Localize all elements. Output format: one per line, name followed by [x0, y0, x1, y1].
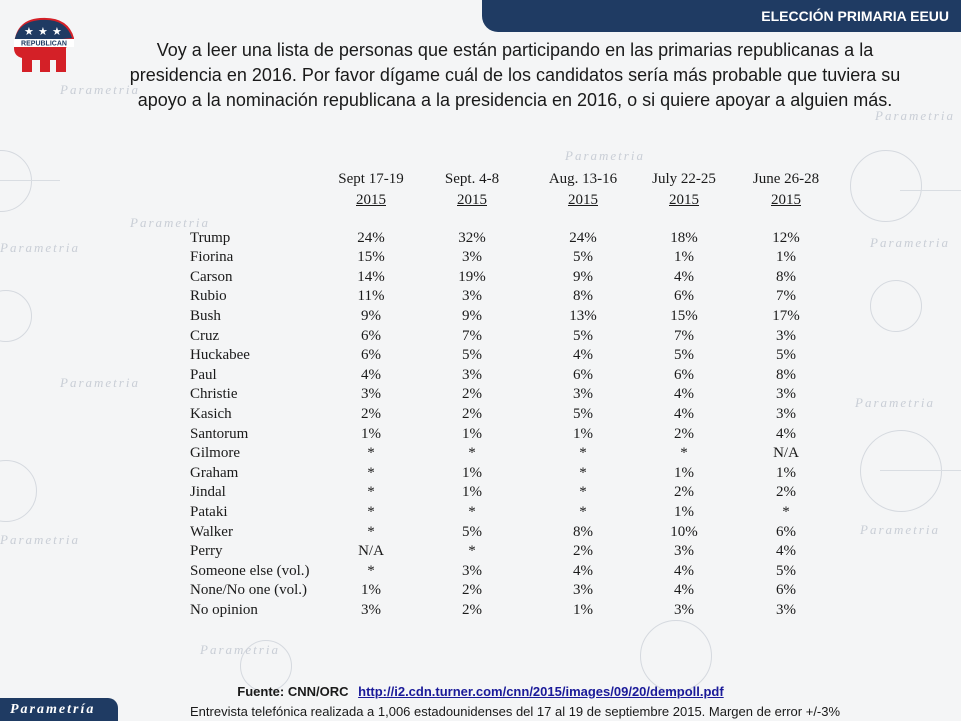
poll-value-cell: 10% [670, 523, 698, 540]
poll-value-cell: * [680, 445, 688, 462]
poll-value-cell: 7% [776, 288, 796, 305]
poll-value-cell: 1% [462, 484, 482, 501]
methodology-note: Entrevista telefónica realizada a 1,006 estadounidenses del 17 al 19 de septiembre 2015. Margen de error +/-3% [190, 704, 841, 719]
poll-value-cell: 1% [462, 464, 482, 481]
table-row [190, 346, 830, 366]
header-title: ELECCIÓN PRIMARIA EEUU [761, 8, 949, 24]
poll-value-cell: 1% [776, 464, 796, 481]
poll-value-cell: 3% [776, 327, 796, 344]
watermark-text: Parametria [875, 108, 955, 123]
poll-value-cell: 6% [573, 366, 593, 383]
candidate-name: None/No one (vol.) [190, 582, 308, 599]
poll-value-cell: 3% [674, 601, 694, 618]
watermark-text: Parametria [0, 240, 80, 255]
logo-text: REPUBLICAN [21, 40, 67, 48]
poll-value-cell: 4% [674, 268, 694, 285]
watermark-text: Parametria [130, 215, 210, 230]
poll-value-cell: 7% [462, 327, 482, 344]
table-row [190, 327, 830, 347]
poll-value-cell: 2% [462, 601, 482, 618]
poll-value-cell: 6% [674, 288, 694, 305]
poll-value-cell: * [468, 503, 476, 520]
column-header: Aug. 13-16 2015 [548, 171, 618, 208]
poll-table [190, 170, 830, 620]
candidate-name: Someone else (vol.) [190, 562, 310, 579]
table-row [190, 464, 830, 484]
column-header: June 26-28 2015 [752, 171, 820, 208]
poll-value-cell: * [367, 562, 375, 579]
table-row [190, 385, 830, 405]
table-row [190, 268, 830, 288]
poll-value-cell: 13% [569, 307, 597, 324]
poll-value-cell: 5% [776, 347, 796, 364]
poll-value-cell: 15% [357, 249, 385, 266]
poll-value-cell: 4% [776, 425, 796, 442]
table-row [190, 542, 830, 562]
poll-value-cell: * [367, 445, 375, 462]
poll-value-cell: 3% [462, 562, 482, 579]
poll-value-cell: 19% [458, 268, 486, 285]
poll-value-cell: N/A [358, 543, 384, 560]
poll-value-cell: 1% [674, 503, 694, 520]
watermark-text: Parametria [860, 522, 940, 537]
watermark-text: Parametria [855, 395, 935, 410]
poll-value-cell: 1% [674, 464, 694, 481]
poll-value-cell: N/A [773, 445, 799, 462]
header-bar [482, 0, 961, 32]
watermark-text: Parametria [60, 82, 140, 97]
table-row [190, 307, 830, 327]
poll-value-cell: 32% [458, 229, 486, 246]
poll-value-cell: 6% [776, 523, 796, 540]
poll-value-cell: 11% [357, 288, 385, 305]
candidate-name: Gilmore [190, 445, 240, 462]
poll-value-cell: 1% [573, 425, 593, 442]
table-row [190, 562, 830, 582]
poll-value-cell: 2% [776, 484, 796, 501]
poll-value-cell: * [579, 445, 587, 462]
candidate-name: Graham [190, 464, 239, 481]
poll-value-cell: 8% [776, 268, 796, 285]
poll-value-cell: 3% [776, 601, 796, 618]
candidate-name: No opinion [190, 601, 258, 618]
poll-value-cell: 6% [361, 347, 381, 364]
candidate-name: Carson [190, 268, 233, 285]
poll-value-cell: * [579, 464, 587, 481]
poll-value-cell: 2% [674, 484, 694, 501]
poll-value-cell: 3% [573, 386, 593, 403]
poll-value-cell: 17% [772, 307, 800, 324]
svg-text:★: ★ [38, 25, 48, 38]
poll-value-cell: 4% [573, 562, 593, 579]
poll-value-cell: * [579, 503, 587, 520]
poll-value-cell: 5% [462, 523, 482, 540]
poll-value-cell: 2% [674, 425, 694, 442]
poll-value-cell: 4% [361, 366, 381, 383]
watermark-text: Parametria [200, 642, 280, 657]
candidate-name: Jindal [190, 484, 226, 501]
candidate-name: Pataki [190, 503, 228, 520]
poll-value-cell: 2% [462, 386, 482, 403]
poll-value-cell: 3% [462, 288, 482, 305]
column-header: July 22-25 2015 [652, 171, 716, 208]
poll-value-cell: 5% [674, 347, 694, 364]
poll-value-cell: 3% [462, 249, 482, 266]
poll-value-cell: * [468, 445, 476, 462]
table-row [190, 248, 830, 268]
source-label: Fuente: CNN/ORC [237, 684, 349, 699]
poll-value-cell: 24% [569, 229, 597, 246]
source-link[interactable]: http://i2.cdn.turner.com/cnn/2015/images/09/20/dempoll.pdf [358, 684, 724, 699]
poll-value-cell: 1% [674, 249, 694, 266]
table-row [190, 483, 830, 503]
question-text: Voy a leer una lista de personas que están participando en las primarias republicanas a la presidencia en 2016. Por favor dígame cuál de los candidatos sería más probable que tuviera su apoyo a la nominación republicana a la presidencia en 2016, o si quiere apoyar a alguien más. [129, 40, 901, 110]
poll-value-cell: 4% [674, 405, 694, 422]
poll-value-cell: * [367, 503, 375, 520]
table-row [190, 581, 830, 601]
poll-value-cell: * [367, 464, 375, 481]
republican-elephant-logo [10, 14, 78, 76]
table-row [190, 405, 830, 425]
column-header: Sept. 4-8 2015 [444, 171, 500, 208]
poll-value-cell: 3% [674, 543, 694, 560]
watermark-text: Parametria [60, 375, 140, 390]
poll-value-cell: 1% [361, 582, 381, 599]
table-row [190, 229, 830, 249]
poll-value-cell: 4% [776, 543, 796, 560]
poll-value-cell: 6% [674, 366, 694, 383]
candidate-name: Perry [190, 543, 223, 560]
poll-value-cell: 4% [674, 582, 694, 599]
table-row [190, 601, 830, 621]
candidate-name: Fiorina [190, 249, 234, 266]
candidate-name: Walker [190, 523, 233, 540]
poll-value-cell: 8% [573, 288, 593, 305]
poll-value-cell: 5% [573, 405, 593, 422]
watermark-text: Parametria [565, 148, 645, 163]
poll-value-cell: 5% [573, 249, 593, 266]
poll-value-cell: 18% [670, 229, 698, 246]
candidate-name: Trump [190, 229, 231, 246]
poll-value-cell: 1% [462, 425, 482, 442]
poll-value-cell: 3% [361, 601, 381, 618]
poll-value-cell: 4% [674, 562, 694, 579]
poll-value-cell: 5% [573, 327, 593, 344]
poll-value-cell: 6% [776, 582, 796, 599]
candidate-name: Bush [190, 307, 221, 324]
table-row [190, 444, 830, 464]
parametria-footer-logo [0, 698, 118, 721]
poll-value-cell: 5% [776, 562, 796, 579]
poll-value-cell: 1% [361, 425, 381, 442]
table-row [190, 366, 830, 386]
poll-value-cell: * [782, 503, 790, 520]
poll-value-cell: * [367, 484, 375, 501]
candidate-name: Paul [190, 366, 217, 383]
table-header-row [190, 170, 830, 209]
candidate-column-header [190, 170, 338, 209]
poll-value-cell: 5% [462, 347, 482, 364]
poll-value-cell: * [579, 484, 587, 501]
poll-table-body [190, 229, 830, 621]
svg-text:★: ★ [24, 25, 34, 38]
poll-value-cell: 4% [674, 386, 694, 403]
poll-value-cell: 9% [573, 268, 593, 285]
poll-value-cell: 9% [462, 307, 482, 324]
candidate-name: Rubio [190, 288, 227, 305]
candidate-name: Kasich [190, 405, 232, 422]
footer-brand: Parametría [10, 701, 96, 717]
poll-value-cell: 1% [573, 601, 593, 618]
poll-value-cell: 14% [357, 268, 385, 285]
watermark-text: Parametria [870, 235, 950, 250]
svg-text:★: ★ [52, 25, 62, 38]
table-row [190, 523, 830, 543]
column-header: Sept 17-19 2015 [338, 171, 404, 208]
poll-value-cell: 3% [462, 366, 482, 383]
table-row [190, 503, 830, 523]
table-row [190, 425, 830, 445]
watermark-text: Parametria [0, 532, 80, 547]
source-line [0, 684, 961, 699]
poll-value-cell: * [367, 523, 375, 540]
poll-value-cell: 2% [462, 582, 482, 599]
candidate-name: Christie [190, 386, 238, 403]
candidate-name: Santorum [190, 425, 249, 442]
poll-value-cell: 2% [573, 543, 593, 560]
candidate-name: Cruz [190, 327, 220, 344]
table-row [190, 287, 830, 307]
poll-value-cell: 2% [361, 405, 381, 422]
poll-value-cell: 9% [361, 307, 381, 324]
poll-value-cell: 8% [776, 366, 796, 383]
poll-value-cell: 1% [776, 249, 796, 266]
poll-value-cell: 3% [776, 386, 796, 403]
poll-value-cell: 3% [776, 405, 796, 422]
poll-value-cell: 24% [357, 229, 385, 246]
poll-value-cell: 2% [462, 405, 482, 422]
poll-value-cell: 6% [361, 327, 381, 344]
poll-value-cell: 15% [670, 307, 698, 324]
poll-value-cell: 7% [674, 327, 694, 344]
candidate-name: Huckabee [190, 347, 250, 364]
poll-value-cell: 4% [573, 347, 593, 364]
poll-value-cell: 3% [361, 386, 381, 403]
poll-value-cell: 3% [573, 582, 593, 599]
poll-value-cell: 12% [772, 229, 800, 246]
poll-value-cell: 8% [573, 523, 593, 540]
poll-value-cell: * [468, 543, 476, 560]
